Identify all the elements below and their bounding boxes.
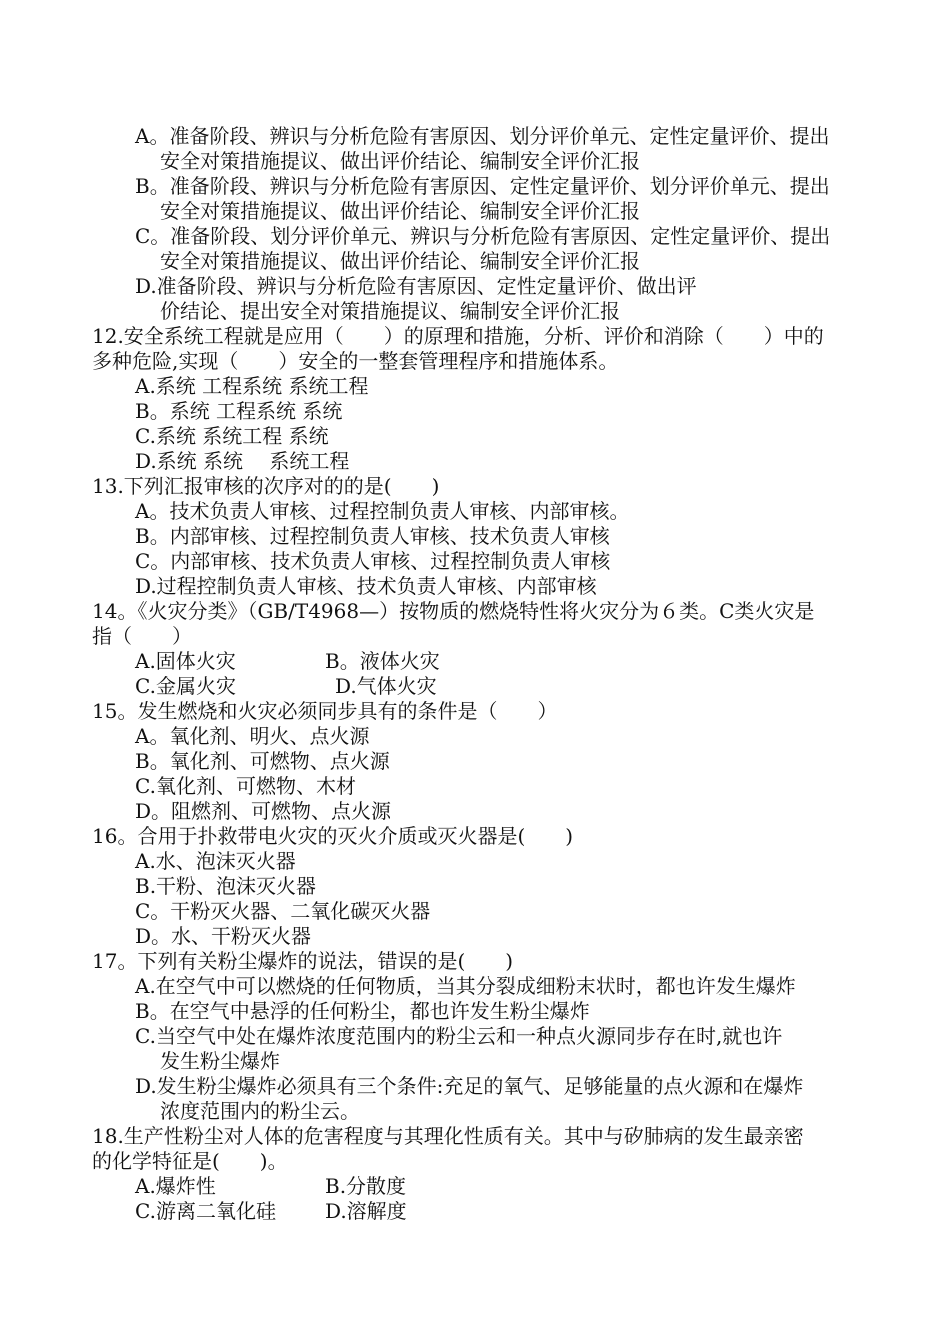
option-text-line: C。内部审核、技术负责人审核、过程控制负责人审核 — [135, 549, 611, 573]
option-text-line: C.当空气中处在爆炸浓度范围内的粉尘云和一种点火源同步存在时,就也许 — [135, 1024, 783, 1048]
option-text-line: A.爆炸性 — [135, 1174, 216, 1198]
option-text-line: B。系统 工程系统 系统 — [135, 399, 343, 423]
question-text-line: 13.下列汇报审核的次序对的的是( ) — [92, 474, 440, 498]
question-text-line: 14。《火灾分类》（GB/T4968—）按物质的燃烧特性将火灾分为６类。C类火灾是 — [92, 599, 815, 623]
option-text-line: A.在空气中可以燃烧的任何物质，当其分裂成细粉末状时，都也许发生爆炸 — [135, 974, 796, 998]
option-text-line: B。氧化剂、可燃物、点火源 — [135, 749, 390, 773]
option-text-second-column: D.溶解度 — [325, 1199, 407, 1223]
option-text-line: 价结论、提出安全对策措施提议、编制安全评价汇报 — [160, 299, 620, 323]
option-text-line: A.系统 工程系统 系统工程 — [135, 374, 369, 398]
option-text-line: D。阻燃剂、可燃物、点火源 — [135, 799, 392, 823]
option-text-second-column: B.分散度 — [325, 1174, 407, 1198]
question-text-line: 16。合用于扑救带电火灾的灭火介质或灭火器是( ) — [92, 824, 574, 848]
option-text-line: D.准备阶段、辨识与分析危险有害原因、定性定量评价、做出评 — [135, 274, 697, 298]
option-text-line: C.游离二氧化硅 — [135, 1199, 276, 1223]
question-text-line: 12.安全系统工程就是应用（ ）的原理和措施，分析、评价和消除（ ）中的 — [92, 324, 824, 348]
option-text-line: 浓度范围内的粉尘云。 — [160, 1099, 360, 1123]
option-text-line: C.金属火灾 — [135, 674, 236, 698]
option-text-line: D。水、干粉灭火器 — [135, 924, 312, 948]
option-text-line: 安全对策措施提议、做出评价结论、编制安全评价汇报 — [160, 249, 640, 273]
question-text-line: 17。下列有关粉尘爆炸的说法，错误的是( ) — [92, 949, 514, 973]
question-text-line: 18.生产性粉尘对人体的危害程度与其理化性质有关。其中与矽肺病的发生最亲密 — [92, 1124, 804, 1148]
option-text-line: C.系统 系统工程 系统 — [135, 424, 329, 448]
option-text-second-column: B。液体火灾 — [325, 649, 440, 673]
option-text-line: A.固体火灾 — [135, 649, 236, 673]
option-text-line: C。干粉灭火器、二氧化碳灭火器 — [135, 899, 431, 923]
option-text-line: D.发生粉尘爆炸必须具有三个条件:充足的氧气、足够能量的点火源和在爆炸 — [135, 1074, 804, 1098]
option-text-line: A。技术负责人审核、过程控制负责人审核、内部审核。 — [135, 499, 630, 523]
option-text-line: A。准备阶段、辨识与分析危险有害原因、划分评价单元、定性定量评价、提出 — [135, 124, 830, 148]
option-text-line: D.过程控制负责人审核、技术负责人审核、内部审核 — [135, 574, 597, 598]
option-text-line: A.水、泡沫灭火器 — [135, 849, 296, 873]
option-text-line: 安全对策措施提议、做出评价结论、编制安全评价汇报 — [160, 199, 640, 223]
option-text-line: C.氧化剂、可燃物、木材 — [135, 774, 356, 798]
option-text-line: B。在空气中悬浮的任何粉尘，都也许发生粉尘爆炸 — [135, 999, 590, 1023]
question-text-line: 多种危险,实现（ ）安全的一整套管理程序和措施体系。 — [92, 349, 619, 373]
option-text-line: A。氧化剂、明火、点火源 — [135, 724, 370, 748]
question-text-line: 指（ ） — [92, 624, 192, 648]
option-text-line: 发生粉尘爆炸 — [160, 1049, 280, 1073]
option-text-line: B。准备阶段、辨识与分析危险有害原因、定性定量评价、划分评价单元、提出 — [135, 174, 830, 198]
option-text-second-column: D.气体火灾 — [335, 674, 437, 698]
option-text-line: D.系统 系统 系统工程 — [135, 449, 350, 473]
question-text-line: 的化学特征是( )。 — [92, 1149, 288, 1173]
option-text-line: 安全对策措施提议、做出评价结论、编制安全评价汇报 — [160, 149, 640, 173]
option-text-line: B.干粉、泡沫灭火器 — [135, 874, 317, 898]
option-text-line: B。内部审核、过程控制负责人审核、技术负责人审核 — [135, 524, 610, 548]
question-text-line: 15。发生燃烧和火灾必须同步具有的条件是（ ） — [92, 699, 558, 723]
option-text-line: C。准备阶段、划分评价单元、辨识与分析危险有害原因、定性定量评价、提出 — [135, 224, 831, 248]
